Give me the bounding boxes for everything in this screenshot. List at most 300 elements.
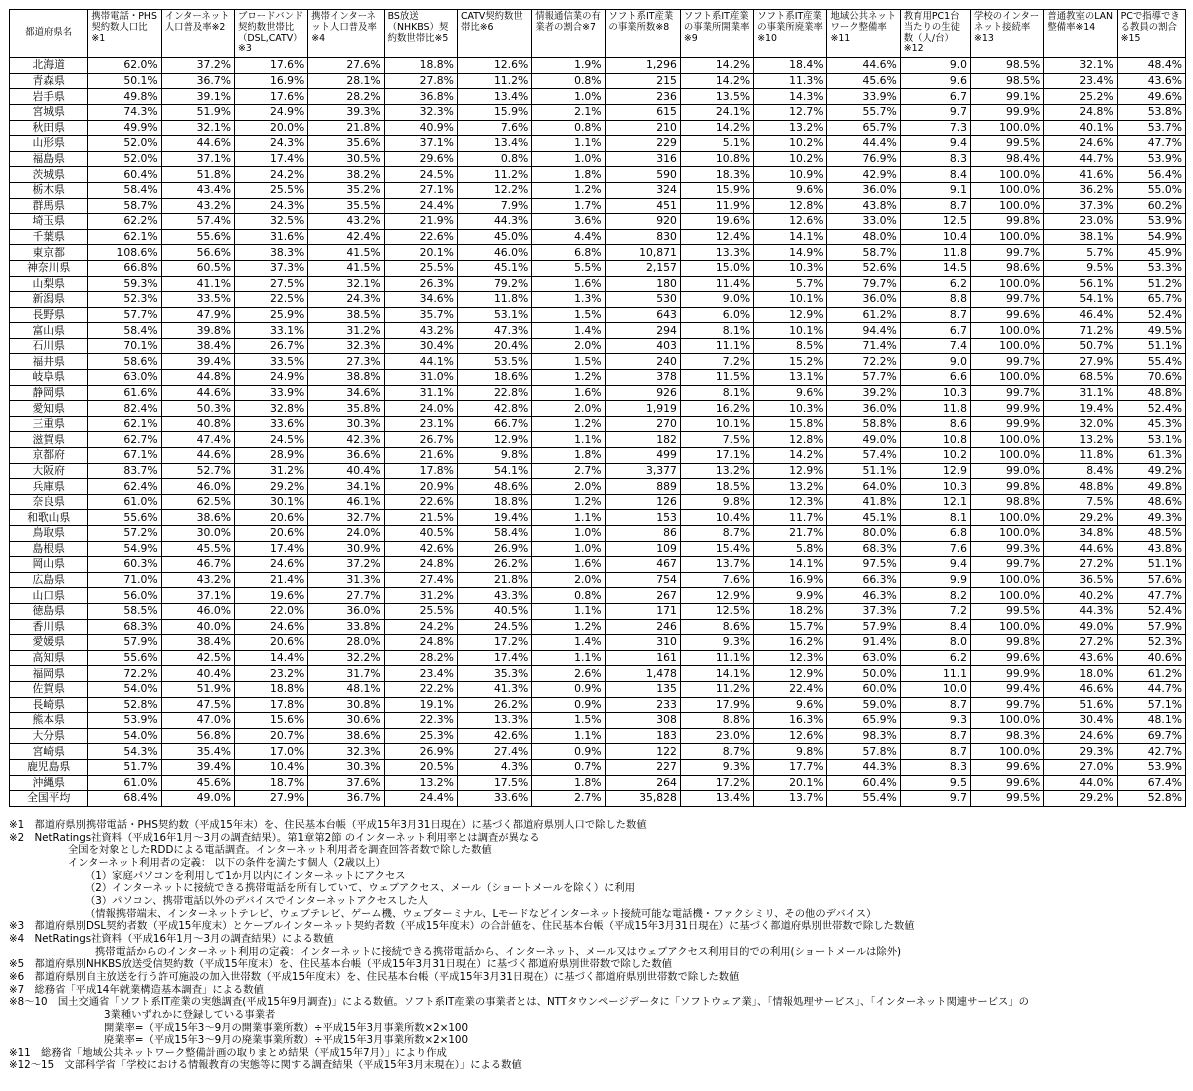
value-cell: 643 [605, 307, 680, 323]
column-header: ブロードバンド契約数世帯比（DSL,CATV）※3 [234, 10, 307, 58]
value-cell: 18.2% [754, 603, 827, 619]
value-cell: 35.3% [457, 666, 531, 682]
value-cell: 10.3 [900, 479, 970, 495]
value-cell: 11.1% [680, 338, 753, 354]
value-cell: 24.9% [234, 370, 307, 386]
prefecture-name-cell: 広島県 [10, 572, 88, 588]
value-cell: 53.7% [1117, 120, 1185, 136]
value-cell: 54.3% [88, 744, 161, 760]
value-cell: 21.7% [754, 526, 827, 542]
value-cell: 51.9% [161, 681, 234, 697]
value-cell: 9.9 [900, 572, 970, 588]
value-cell: 17.8% [234, 697, 307, 713]
value-cell: 35.2% [308, 182, 384, 198]
value-cell: 2,157 [605, 260, 680, 276]
value-cell: 2.0% [532, 572, 605, 588]
footnote: （1）家庭パソコンを利用して1か月以内にインターネットにアクセス [85, 869, 406, 882]
value-cell: 12.9% [754, 666, 827, 682]
value-cell: 31.7% [308, 666, 384, 682]
value-cell: 48.5% [1117, 526, 1185, 542]
value-cell: 58.6% [88, 354, 161, 370]
value-cell: 28.9% [234, 448, 307, 464]
value-cell: 99.6% [971, 759, 1044, 775]
value-cell: 24.8% [1044, 104, 1117, 120]
value-cell: 99.9% [971, 104, 1044, 120]
value-cell: 100.0% [971, 713, 1044, 729]
value-cell: 98.6% [971, 260, 1044, 276]
value-cell: 44.6% [1044, 541, 1117, 557]
value-cell: 41.5% [308, 245, 384, 261]
value-cell: 76.9% [827, 151, 900, 167]
value-cell: 52.3% [1117, 635, 1185, 651]
table-row [10, 276, 1186, 292]
value-cell: 99.8% [971, 214, 1044, 230]
value-cell: 44.6% [161, 448, 234, 464]
value-cell: 40.1% [1044, 120, 1117, 136]
value-cell: 1.2% [532, 619, 605, 635]
value-cell: 26.9% [384, 744, 457, 760]
prefecture-name-cell: 三重県 [10, 416, 88, 432]
value-cell: 33.9% [234, 385, 307, 401]
value-cell: 18.6% [457, 370, 531, 386]
value-cell: 3.6% [532, 214, 605, 230]
value-cell: 11.2% [457, 73, 531, 89]
value-cell: 98.5% [971, 58, 1044, 74]
value-cell: 100.0% [971, 510, 1044, 526]
value-cell: 80.0% [827, 526, 900, 542]
value-cell: 310 [605, 635, 680, 651]
value-cell: 31.3% [308, 572, 384, 588]
value-cell: 12.6% [457, 58, 531, 74]
table-row [10, 292, 1186, 308]
prefecture-name-cell: 全国平均 [10, 791, 88, 807]
value-cell: 47.7% [1117, 136, 1185, 152]
value-cell: 58.4% [88, 182, 161, 198]
prefecture-name-cell: 埼玉県 [10, 214, 88, 230]
value-cell: 21.6% [384, 448, 457, 464]
value-cell: 43.6% [1044, 650, 1117, 666]
value-cell: 9.4 [900, 136, 970, 152]
value-cell: 6.2 [900, 276, 970, 292]
prefecture-name-cell: 熊本県 [10, 713, 88, 729]
table-row [10, 713, 1186, 729]
value-cell: 10.3% [754, 260, 827, 276]
footnote: ※7 総務省「平成14年就業構造基本調査」による数値 [9, 983, 264, 996]
value-cell: 10.8% [680, 151, 753, 167]
value-cell: 37.1% [161, 151, 234, 167]
value-cell: 1.2% [532, 494, 605, 510]
value-cell: 1.1% [532, 136, 605, 152]
value-cell: 1.2% [532, 182, 605, 198]
value-cell: 45.1% [457, 260, 531, 276]
value-cell: 12.3% [754, 650, 827, 666]
value-cell: 36.0% [827, 401, 900, 417]
table-row [10, 463, 1186, 479]
value-cell: 32.5% [234, 214, 307, 230]
value-cell: 16.9% [234, 73, 307, 89]
value-cell: 30.9% [308, 541, 384, 557]
value-cell: 6.2 [900, 650, 970, 666]
value-cell: 51.1% [827, 463, 900, 479]
value-cell: 27.4% [457, 744, 531, 760]
value-cell: 61.3% [1117, 448, 1185, 464]
value-cell: 18.8% [384, 58, 457, 74]
prefecture-name-cell: 群馬県 [10, 198, 88, 214]
value-cell: 378 [605, 370, 680, 386]
value-cell: 20.0% [234, 120, 307, 136]
value-cell: 15.2% [754, 354, 827, 370]
value-cell: 36.0% [827, 182, 900, 198]
prefecture-name-cell: 千葉県 [10, 229, 88, 245]
value-cell: 54.9% [88, 541, 161, 557]
table-row [10, 494, 1186, 510]
value-cell: 33.9% [827, 89, 900, 105]
value-cell: 28.2% [308, 89, 384, 105]
value-cell: 48.8% [1117, 385, 1185, 401]
value-cell: 13.4% [680, 791, 753, 807]
value-cell: 1.1% [532, 510, 605, 526]
value-cell: 6.6 [900, 370, 970, 386]
value-cell: 49.3% [1117, 510, 1185, 526]
value-cell: 451 [605, 198, 680, 214]
column-header: 教育用PC1台当たりの生徒数（人/台）※12 [900, 10, 970, 58]
value-cell: 7.2 [900, 603, 970, 619]
value-cell: 15.0% [680, 260, 753, 276]
value-cell: 17.8% [384, 463, 457, 479]
value-cell: 68.4% [88, 791, 161, 807]
value-cell: 62.1% [88, 416, 161, 432]
value-cell: 24.8% [384, 557, 457, 573]
table-row [10, 759, 1186, 775]
value-cell: 1.5% [532, 307, 605, 323]
value-cell: 9.8% [680, 494, 753, 510]
value-cell: 25.5% [384, 260, 457, 276]
value-cell: 30.3% [308, 759, 384, 775]
prefecture-name-cell: 和歌山県 [10, 510, 88, 526]
table-row [10, 557, 1186, 573]
value-cell: 47.0% [161, 713, 234, 729]
footnote: 全国を対象としたRDDによる電話調査。インターネット利用者を調査回答者数で除した数値 [68, 844, 492, 857]
value-cell: 57.4% [161, 214, 234, 230]
value-cell: 48.6% [457, 479, 531, 495]
value-cell: 9.0 [900, 58, 970, 74]
value-cell: 44.8% [161, 370, 234, 386]
value-cell: 60.4% [827, 775, 900, 791]
value-cell: 17.2% [680, 775, 753, 791]
footnote: ※1 都道府県別携帯電話・PHS契約数（平成15年末）を、住民基本台帳（平成15年3月31日現在）に基づく都道府県別人口で除した数値 [9, 819, 647, 831]
value-cell: 13.2% [754, 120, 827, 136]
value-cell: 29.2% [1044, 791, 1117, 807]
value-cell: 36.8% [384, 89, 457, 105]
table-row [10, 448, 1186, 464]
value-cell: 99.7% [971, 354, 1044, 370]
prefecture-name-cell: 新潟県 [10, 292, 88, 308]
value-cell: 5.7% [1044, 245, 1117, 261]
value-cell: 14.2% [680, 73, 753, 89]
value-cell: 13.2% [1044, 432, 1117, 448]
footnote: 3業種いずれかに登録している事業者 [104, 1008, 276, 1021]
value-cell: 24.3% [234, 136, 307, 152]
value-cell: 25.3% [384, 728, 457, 744]
value-cell: 53.1% [457, 307, 531, 323]
value-cell: 11.8 [900, 401, 970, 417]
prefecture-name-cell: 東京都 [10, 245, 88, 261]
value-cell: 15.9% [457, 104, 531, 120]
value-cell: 16.3% [754, 713, 827, 729]
value-cell: 40.9% [384, 120, 457, 136]
value-cell: 22.0% [234, 603, 307, 619]
value-cell: 57.2% [88, 526, 161, 542]
value-cell: 48.1% [1117, 713, 1185, 729]
prefecture-name-cell: 滋賀県 [10, 432, 88, 448]
value-cell: 1.0% [532, 526, 605, 542]
value-cell: 22.6% [384, 494, 457, 510]
value-cell: 100.0% [971, 120, 1044, 136]
table-row [10, 479, 1186, 495]
value-cell: 11.2% [680, 681, 753, 697]
value-cell: 27.3% [308, 354, 384, 370]
value-cell: 1,919 [605, 401, 680, 417]
value-cell: 24.2% [234, 167, 307, 183]
value-cell: 8.4 [900, 167, 970, 183]
value-cell: 71.0% [88, 572, 161, 588]
value-cell: 11.1% [680, 650, 753, 666]
value-cell: 43.8% [827, 198, 900, 214]
value-cell: 11.8 [900, 245, 970, 261]
value-cell: 100.0% [971, 276, 1044, 292]
value-cell: 51.8% [161, 167, 234, 183]
value-cell: 29.3% [1044, 744, 1117, 760]
value-cell: 8.7 [900, 198, 970, 214]
value-cell: 10.4 [900, 229, 970, 245]
prefecture-name-cell: 長崎県 [10, 697, 88, 713]
value-cell: 21.8% [308, 120, 384, 136]
value-cell: 8.7 [900, 728, 970, 744]
value-cell: 23.0% [680, 728, 753, 744]
value-cell: 57.7% [827, 370, 900, 386]
value-cell: 31.0% [384, 370, 457, 386]
value-cell: 4.4% [532, 229, 605, 245]
value-cell: 58.4% [88, 323, 161, 339]
table-row [10, 151, 1186, 167]
value-cell: 62.1% [88, 229, 161, 245]
value-cell: 19.6% [234, 588, 307, 604]
value-cell: 57.7% [88, 307, 161, 323]
value-cell: 0.8% [532, 73, 605, 89]
prefecture-name-cell: 沖縄県 [10, 775, 88, 791]
value-cell: 10.9% [754, 167, 827, 183]
value-cell: 2.0% [532, 338, 605, 354]
value-cell: 1.6% [532, 276, 605, 292]
value-cell: 98.5% [971, 73, 1044, 89]
value-cell: 1.4% [532, 323, 605, 339]
value-cell: 19.1% [384, 697, 457, 713]
value-cell: 12.4% [680, 229, 753, 245]
value-cell: 44.0% [1044, 775, 1117, 791]
value-cell: 108.6% [88, 245, 161, 261]
table-row [10, 307, 1186, 323]
value-cell: 44.6% [161, 385, 234, 401]
prefecture-name-cell: 山口県 [10, 588, 88, 604]
value-cell: 25.5% [234, 182, 307, 198]
value-cell: 27.9% [1044, 354, 1117, 370]
value-cell: 52.6% [827, 260, 900, 276]
value-cell: 8.3 [900, 759, 970, 775]
value-cell: 58.4% [457, 526, 531, 542]
value-cell: 9.5% [1044, 260, 1117, 276]
value-cell: 57.4% [827, 448, 900, 464]
value-cell: 182 [605, 432, 680, 448]
table-row [10, 182, 1186, 198]
prefecture-name-cell: 宮崎県 [10, 744, 88, 760]
value-cell: 99.5% [971, 791, 1044, 807]
value-cell: 10.1% [680, 416, 753, 432]
value-cell: 17.7% [754, 759, 827, 775]
footnote: ※12〜15 文部科学省「学校における情報教育の実態等に関する調査結果（平成15年3月末現在）」による数値 [9, 1059, 522, 1072]
value-cell: 12.8% [754, 432, 827, 448]
value-cell: 18.0% [1044, 666, 1117, 682]
value-cell: 33.1% [234, 323, 307, 339]
value-cell: 20.5% [384, 759, 457, 775]
value-cell: 52.3% [88, 292, 161, 308]
table-row [10, 650, 1186, 666]
value-cell: 1.3% [532, 292, 605, 308]
value-cell: 135 [605, 681, 680, 697]
value-cell: 23.4% [1044, 73, 1117, 89]
value-cell: 15.7% [754, 619, 827, 635]
value-cell: 8.1% [680, 323, 753, 339]
value-cell: 13.3% [457, 713, 531, 729]
value-cell: 12.2% [457, 182, 531, 198]
value-cell: 53.9% [1117, 759, 1185, 775]
column-header: 情報通信業の有業者の割合※7 [532, 10, 605, 58]
value-cell: 36.0% [308, 603, 384, 619]
value-cell: 24.5% [384, 167, 457, 183]
value-cell: 26.7% [384, 432, 457, 448]
value-cell: 32.3% [384, 104, 457, 120]
value-cell: 43.2% [308, 214, 384, 230]
value-cell: 15.8% [754, 416, 827, 432]
table-row [10, 354, 1186, 370]
value-cell: 100.0% [971, 323, 1044, 339]
value-cell: 32.7% [308, 510, 384, 526]
value-cell: 100.0% [971, 448, 1044, 464]
value-cell: 1.8% [532, 775, 605, 791]
value-cell: 38.5% [308, 307, 384, 323]
value-cell: 68.5% [1044, 370, 1117, 386]
value-cell: 10.0 [900, 681, 970, 697]
value-cell: 53.3% [1117, 260, 1185, 276]
table-row [10, 338, 1186, 354]
prefecture-name-cell: 北海道 [10, 58, 88, 74]
column-header: CATV契約数世帯比※6 [457, 10, 531, 58]
value-cell: 920 [605, 214, 680, 230]
value-cell: 13.4% [457, 136, 531, 152]
value-cell: 2.6% [532, 666, 605, 682]
value-cell: 10.2 [900, 448, 970, 464]
value-cell: 240 [605, 354, 680, 370]
value-cell: 40.0% [161, 619, 234, 635]
value-cell: 14.9% [754, 245, 827, 261]
value-cell: 1.5% [532, 713, 605, 729]
value-cell: 68.3% [827, 541, 900, 557]
value-cell: 51.1% [1117, 338, 1185, 354]
value-cell: 0.9% [532, 744, 605, 760]
value-cell: 40.4% [308, 463, 384, 479]
value-cell: 1.7% [532, 198, 605, 214]
value-cell: 1.0% [532, 541, 605, 557]
value-cell: 17.5% [457, 775, 531, 791]
value-cell: 31.1% [384, 385, 457, 401]
value-cell: 2.0% [532, 479, 605, 495]
prefecture-name-cell: 徳島県 [10, 603, 88, 619]
value-cell: 11.1 [900, 666, 970, 682]
value-cell: 19.4% [1044, 401, 1117, 417]
value-cell: 18.7% [234, 775, 307, 791]
table-header-row [10, 10, 1186, 58]
value-cell: 9.6% [754, 697, 827, 713]
value-cell: 9.6% [754, 182, 827, 198]
value-cell: 9.4 [900, 557, 970, 573]
value-cell: 55.0% [1117, 182, 1185, 198]
value-cell: 24.2% [384, 619, 457, 635]
value-cell: 0.9% [532, 681, 605, 697]
value-cell: 2.1% [532, 104, 605, 120]
value-cell: 46.0% [161, 603, 234, 619]
value-cell: 34.6% [384, 292, 457, 308]
value-cell: 1.8% [532, 167, 605, 183]
value-cell: 8.3 [900, 151, 970, 167]
value-cell: 49.0% [1044, 619, 1117, 635]
value-cell: 1.1% [532, 650, 605, 666]
value-cell: 21.4% [234, 572, 307, 588]
value-cell: 99.5% [971, 603, 1044, 619]
value-cell: 13.7% [680, 557, 753, 573]
value-cell: 46.6% [1044, 681, 1117, 697]
value-cell: 37.3% [827, 603, 900, 619]
value-cell: 100.0% [971, 744, 1044, 760]
value-cell: 45.6% [827, 73, 900, 89]
prefecture-name-cell: 兵庫県 [10, 479, 88, 495]
value-cell: 15.6% [234, 713, 307, 729]
value-cell: 13.3% [680, 245, 753, 261]
table-row [10, 104, 1186, 120]
value-cell: 66.7% [457, 416, 531, 432]
value-cell: 1.1% [532, 728, 605, 744]
value-cell: 10.4% [680, 510, 753, 526]
table-row [10, 370, 1186, 386]
footnote: 廃業率=（平成15年3〜9月の廃業事業所数）÷平成15年3月事業所数×2×100 [104, 1034, 468, 1047]
value-cell: 1,296 [605, 58, 680, 74]
footnote: ※3 都道府県別DSL契約者数（平成15年度末）とケーブルインターネット契約者数（平成15年度末）の合計値を、住民基本台帳（平成15年3月31日現在）に基づく都道府県別世帯数で除した数値 [9, 920, 915, 933]
value-cell: 27.4% [384, 572, 457, 588]
value-cell: 1.6% [532, 557, 605, 573]
value-cell: 68.3% [88, 619, 161, 635]
value-cell: 2.7% [532, 791, 605, 807]
value-cell: 54.0% [88, 728, 161, 744]
column-header: ソフト系IT産業の事業所数※8 [605, 10, 680, 58]
value-cell: 46.1% [308, 494, 384, 510]
value-cell: 10.3 [900, 385, 970, 401]
value-cell: 9.9% [754, 588, 827, 604]
value-cell: 27.9% [234, 791, 307, 807]
value-cell: 58.7% [88, 198, 161, 214]
value-cell: 45.3% [1117, 416, 1185, 432]
value-cell: 27.8% [384, 73, 457, 89]
value-cell: 30.4% [1044, 713, 1117, 729]
value-cell: 79.7% [827, 276, 900, 292]
value-cell: 10,871 [605, 245, 680, 261]
